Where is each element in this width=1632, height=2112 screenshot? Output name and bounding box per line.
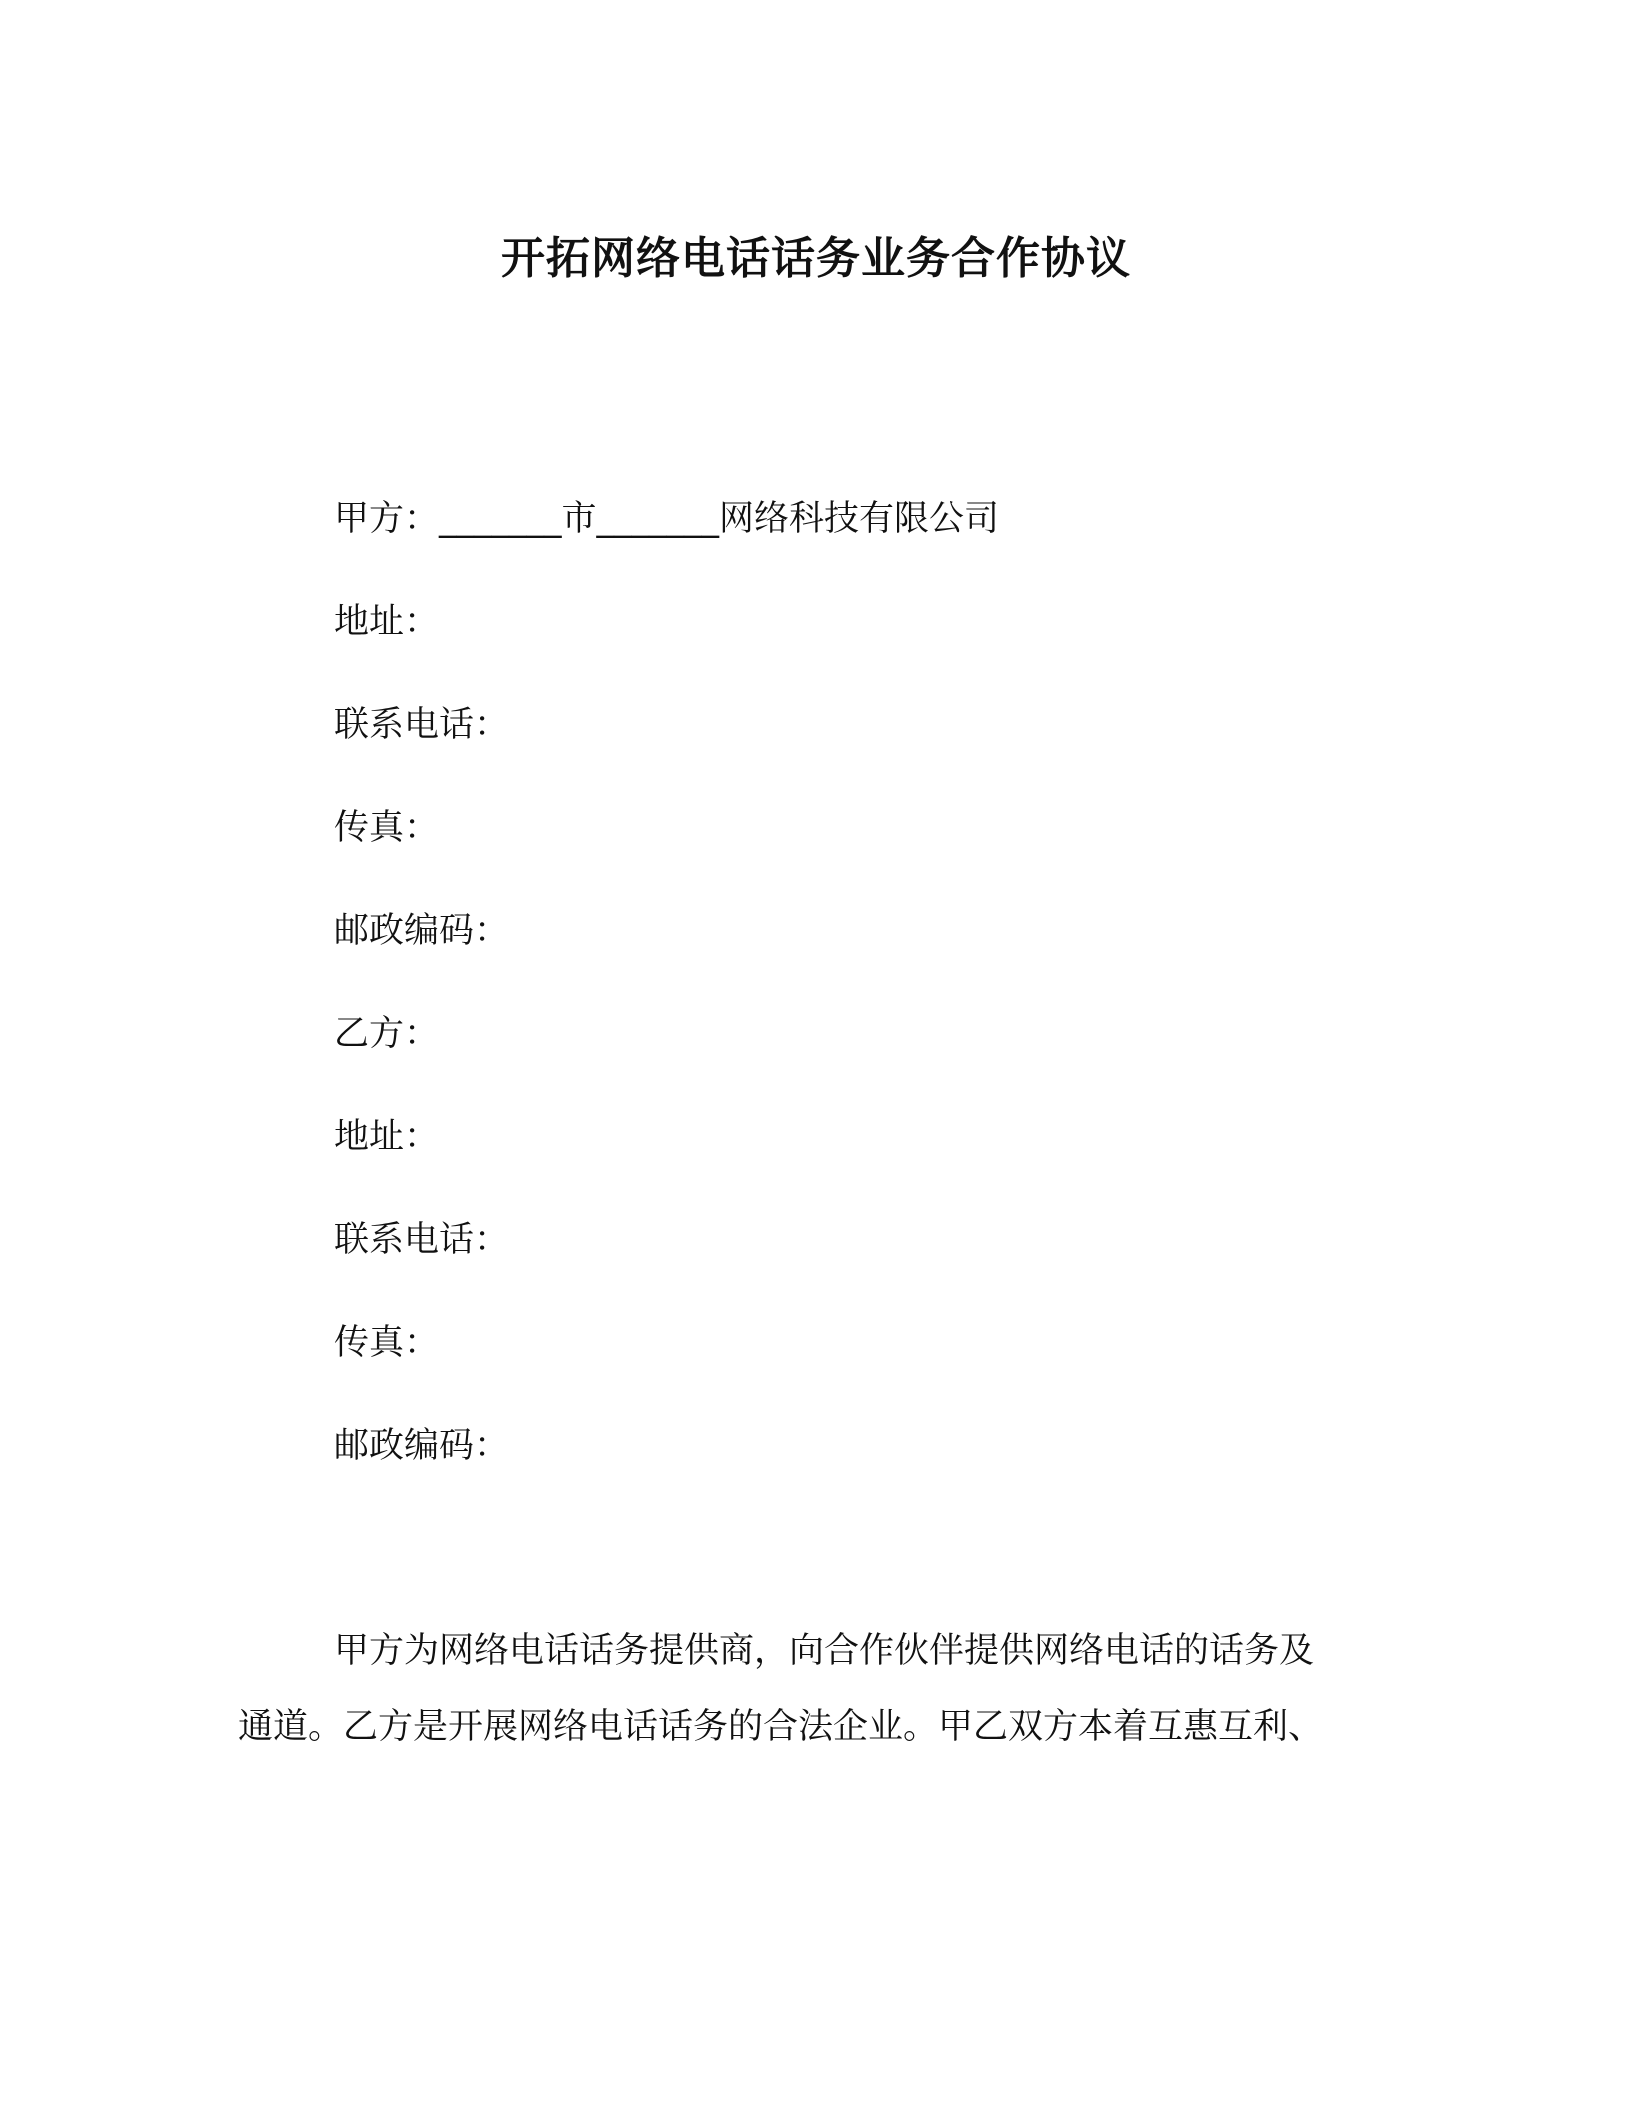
document-title: 开拓网络电话话务业务合作协议 xyxy=(501,233,1131,284)
party-a-postcode: 邮政编码： xyxy=(334,911,510,951)
party-b-address: 地址： xyxy=(334,1117,440,1157)
body-paragraph-line-1: 甲方为网络电话话务提供商，向合作伙伴提供网络电话的话务及 xyxy=(334,1631,1315,1671)
party-b-name: 乙方： xyxy=(334,1014,440,1054)
party-a-address: 地址： xyxy=(334,602,440,642)
party-a-name: 甲方：_______市_______网络科技有限公司 xyxy=(334,499,1000,539)
body-paragraph-line-2: 通道。乙方是开展网络电话话务的合法企业。甲乙双方本着互惠互利、 xyxy=(238,1707,1324,1747)
party-b-fax: 传真： xyxy=(334,1323,440,1363)
party-b-postcode: 邮政编码： xyxy=(334,1426,510,1466)
party-b-phone: 联系电话： xyxy=(334,1220,510,1260)
party-a-fax: 传真： xyxy=(334,808,440,848)
party-a-phone: 联系电话： xyxy=(334,705,510,745)
